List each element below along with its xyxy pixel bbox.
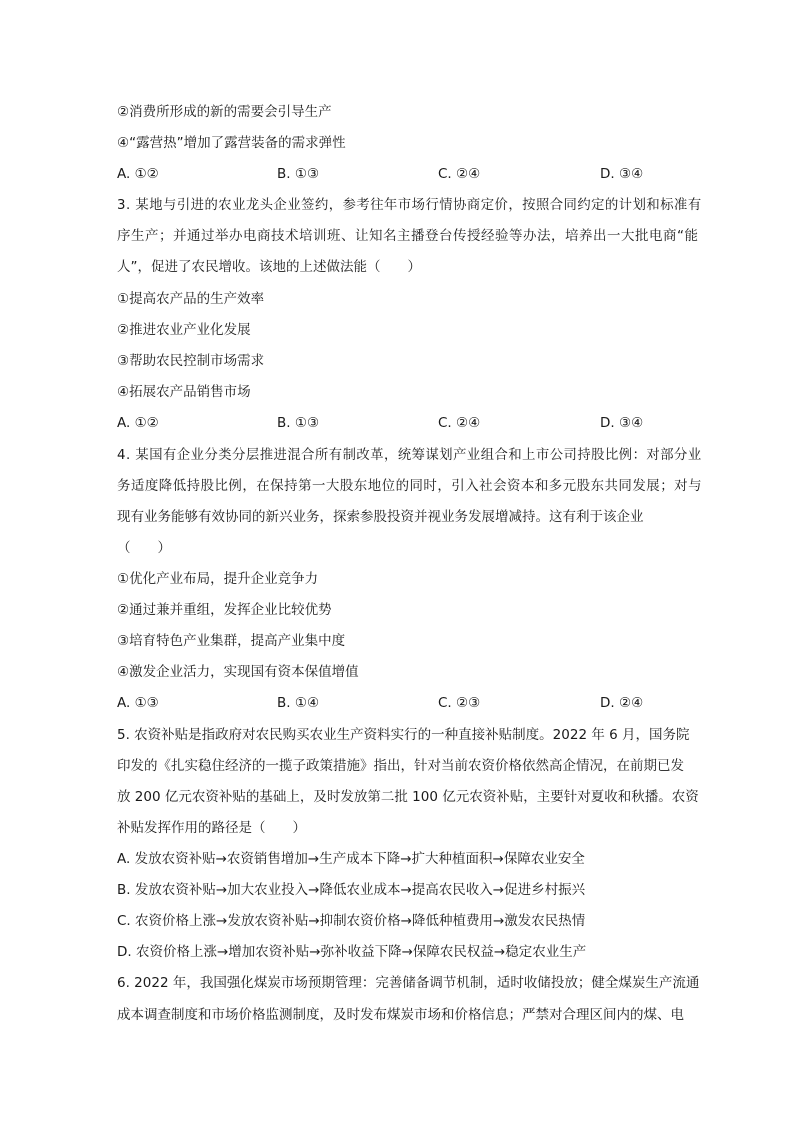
q2-item-4: ④“露营热”增加了露营装备的需求弹性 [117,135,346,151]
q6-stem-line-1: 6. 2022 年，我国强化煤炭市场预期管理：完善储备调节机制，适时收储投放；健全煤炭生产流通 [117,975,700,991]
q5-stem-line-2: 印发的《扎实稳住经济的一揽子政策措施》指出，针对当前农资价格依然高企情况，在前期已发 [117,758,684,774]
q3-option-d: D. ③④ [600,415,644,431]
q2-option-b: B. ①③ [277,166,320,182]
q2-item-2: ②消费所形成的新的需要会引导生产 [117,104,332,120]
q3-item-2: ②推进农业产业化发展 [117,322,251,338]
q3-stem-line-1: 3. 某地与引进的农业龙头企业签约，参考往年市场行情协商定价，按照合同约定的计划和标准有 [117,197,702,213]
q2-option-d: D. ③④ [600,166,644,182]
q4-item-3: ③培育特色产业集群，提高产业集中度 [117,633,346,649]
q3-stem-line-2: 序生产；并通过举办电商技术培训班、让知名主播登台传授经验等办法，培养出一大批电商“能 [117,228,699,244]
q2-option-c: C. ②④ [438,166,481,182]
q3-item-1: ①提高农产品的生产效率 [117,291,265,307]
q4-stem-line-2: 务适度降低持股比例，在保持第一大股东地位的同时，引入社会资本和多元股东共同发展；对与 [117,478,703,494]
q3-item-3: ③帮助农民控制市场需求 [117,353,265,369]
q5-stem-line-4: 补贴发挥作用的路径是（ ） [117,820,306,836]
q4-option-b: B. ①④ [277,695,320,711]
q4-item-2: ②通过兼并重组，发挥企业比较优势 [117,602,332,618]
q3-item-4: ④拓展农产品销售市场 [117,384,251,400]
q4-item-4: ④激发企业活力，实现国有资本保值增值 [117,664,359,680]
q2-option-a: A. ①② [117,166,159,182]
q3-option-b: B. ①③ [277,415,320,431]
q4-stem-line-4: （ ） [117,540,171,556]
q3-stem-line-3: 人”，促进了农民增收。该地的上述做法能（ ） [117,259,421,275]
q4-option-c: C. ②③ [438,695,481,711]
q5-option-d: D. 农资价格上涨→增加农资补贴→弥补收益下降→保障农民权益→稳定农业生产 [117,944,587,960]
q6-stem-line-2: 成本调查制度和市场价格监测制度，及时发布煤炭市场和价格信息；严禁对合理区间内的煤、电 [117,1007,684,1023]
q4-stem-line-3: 现有业务能够有效协同的新兴业务，探索参股投资并视业务发展增减持。这有利于该企业 [117,509,644,525]
q5-stem-line-1: 5. 农资补贴是指政府对农民购买农业生产资料实行的一种直接补贴制度。2022 年 6 月，国务院 [117,727,690,743]
q5-option-b: B. 发放农资补贴→加大农业投入→降低农业成本→提高农民收入→促进乡村振兴 [117,882,586,898]
q5-stem-line-3: 放 200 亿元农资补贴的基础上，及时发放第二批 100 亿元农资补贴，主要针对夏收和秋播。农资 [117,789,699,805]
q4-option-d: D. ②④ [600,695,644,711]
q4-item-1: ①优化产业布局，提升企业竞争力 [117,571,319,587]
q3-option-a: A. ①② [117,415,159,431]
q4-option-a: A. ①③ [117,695,159,711]
q5-option-a: A. 发放农资补贴→农资销售增加→生产成本下降→扩大种植面积→保障农业安全 [117,851,585,867]
q5-option-c: C. 农资价格上涨→发放农资补贴→抑制农资价格→降低种植费用→激发农民热情 [117,913,586,929]
q4-stem-line-1: 4. 某国有企业分类分层推进混合所有制改革，统筹谋划产业组合和上市公司持股比例：对部分业 [117,447,702,463]
q3-option-c: C. ②④ [438,415,481,431]
